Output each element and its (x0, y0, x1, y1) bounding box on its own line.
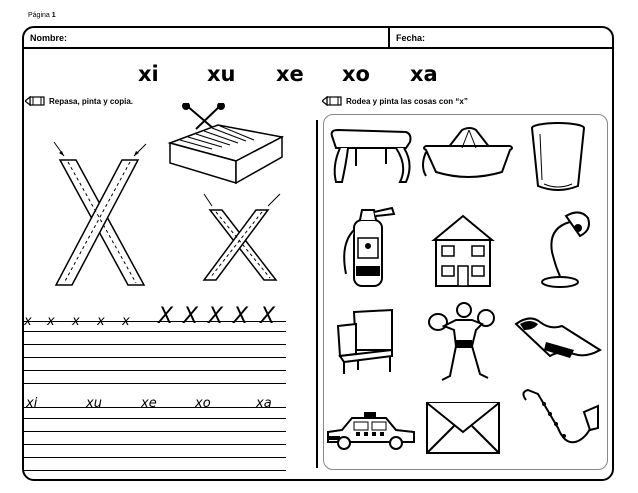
taxi-icon (326, 410, 416, 452)
right-instruction-text: Rodea y pinta las cosas con “x” (346, 96, 468, 106)
extinguisher-icon (338, 204, 398, 292)
syllable-xa: xa (410, 62, 438, 86)
lamp-icon (530, 206, 594, 290)
syllable-xo: xo (342, 62, 370, 86)
practice-letter: X (158, 304, 174, 329)
pencil-icon (25, 95, 47, 107)
page-label (28, 12, 56, 19)
armchair-icon (334, 306, 398, 378)
date-field-label: Fecha: (396, 33, 426, 43)
xylophone-icon (166, 103, 284, 187)
syllable-xu: xu (207, 62, 236, 86)
practice-syllable: xo (195, 396, 211, 411)
left-instruction-text: Repasa, pinta y copia. (49, 96, 134, 106)
syllable-xe: xe (276, 62, 304, 86)
practice-letter: X (260, 304, 276, 329)
header-column-divider (388, 27, 390, 47)
practice-letter: x (47, 314, 55, 329)
practice-syllable: xi (26, 396, 38, 411)
header-divider (22, 47, 614, 49)
saxophone-icon (518, 388, 600, 458)
practice-letter: X (208, 304, 224, 329)
practice-letter: X (233, 304, 249, 329)
practice-syllable: xa (256, 396, 272, 411)
writing-lines-2 (24, 407, 286, 471)
practice-syllable: xe (141, 396, 157, 411)
small-x-tracing (198, 192, 282, 284)
practice-letter: X (183, 304, 199, 329)
practice-letter: x (97, 314, 105, 329)
page-label-text: Página (28, 12, 50, 19)
practice-letter: x (24, 314, 32, 329)
name-field-label: Nombre: (30, 33, 68, 43)
table-icon (326, 126, 414, 188)
juicer-icon (422, 126, 514, 184)
practice-syllable: xu (86, 396, 102, 411)
syllable-xi: xi (138, 62, 159, 86)
envelope-icon (424, 400, 502, 456)
house-icon (430, 214, 496, 288)
practice-letter: x (122, 314, 130, 329)
boxer-icon (426, 300, 500, 384)
left-instruction (25, 95, 133, 107)
right-instruction (322, 95, 468, 107)
writing-lines-1 (24, 321, 286, 384)
page-number: 1 (51, 12, 56, 19)
flag-icon (510, 314, 604, 368)
column-divider (316, 120, 318, 468)
glass-icon (526, 120, 590, 194)
big-x-tracing (50, 140, 154, 288)
pencil-icon (322, 95, 344, 107)
practice-letter: x (72, 314, 80, 329)
